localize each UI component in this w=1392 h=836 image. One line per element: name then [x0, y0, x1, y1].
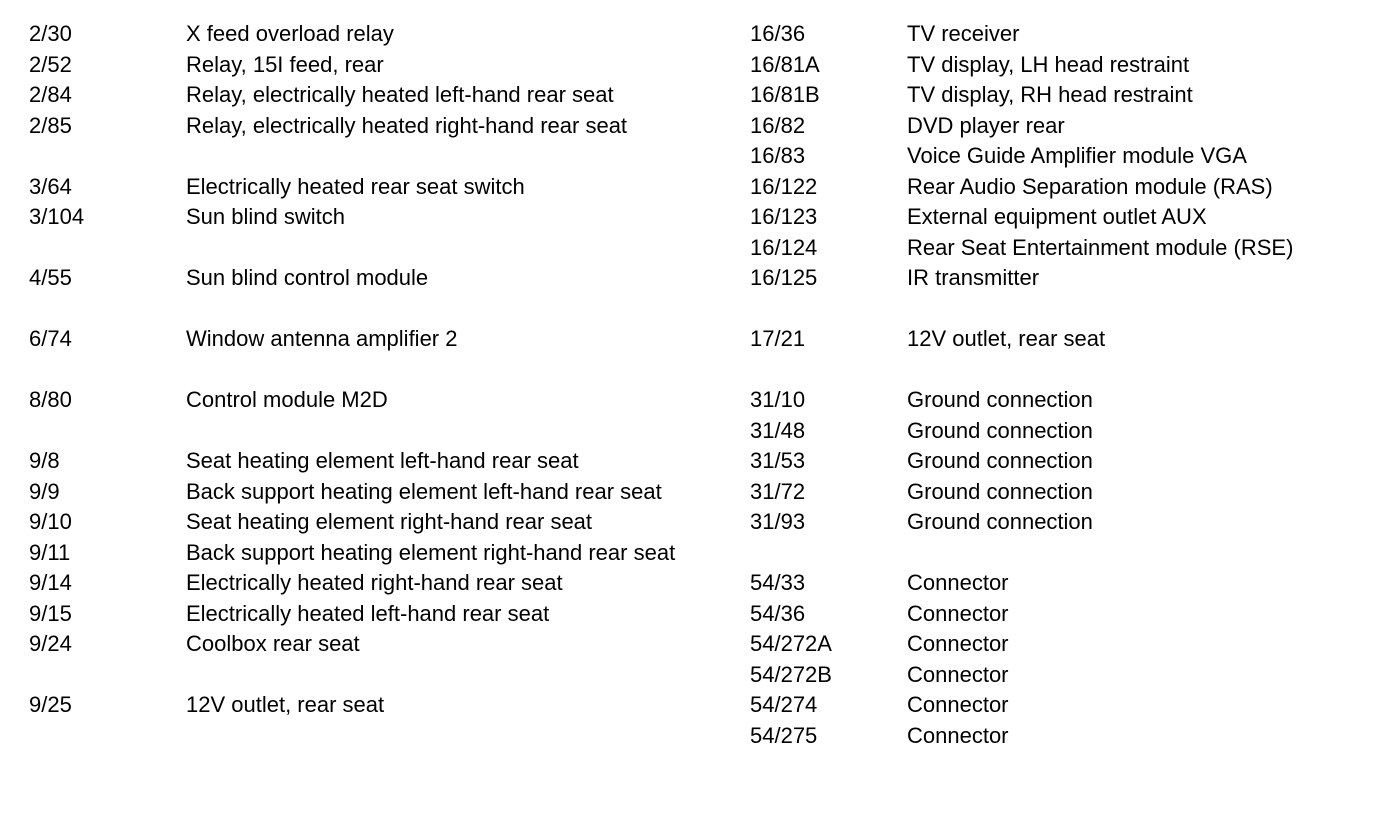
legend-entry — [750, 660, 1390, 691]
legend-entry — [750, 233, 1390, 264]
component-code: 9/14 — [29, 570, 72, 595]
legend-entry — [750, 416, 1390, 447]
component-code: 2/30 — [29, 21, 72, 46]
legend-entry — [750, 172, 1390, 203]
component-code: 6/74 — [29, 326, 72, 351]
legend-entry — [750, 263, 1390, 294]
component-code: 16/36 — [750, 21, 806, 46]
legend-spacer — [29, 660, 709, 691]
component-code: 16/82 — [750, 112, 806, 138]
component-code: 2/52 — [29, 51, 72, 77]
legend-entry — [750, 80, 1390, 111]
legend-entry — [750, 141, 1390, 172]
component-description: Window antenna amplifier 2 — [186, 326, 458, 351]
component-code: 16/125 — [750, 265, 818, 290]
component-code: 54/274 — [750, 692, 818, 717]
left-legend-column — [29, 19, 709, 721]
component-code: 31/53 — [750, 448, 806, 473]
component-description: 12V outlet, rear seat — [907, 326, 1106, 351]
component-code: 9/15 — [29, 600, 72, 626]
component-description: Ground connection — [907, 478, 1093, 504]
legend-entry — [29, 477, 709, 508]
legend-spacer — [29, 294, 709, 325]
component-code: 9/24 — [29, 631, 72, 656]
component-description: Sun blind control module — [186, 265, 429, 290]
component-description: Rear Seat Entertainment module (RSE) — [907, 234, 1294, 260]
legend-entry — [750, 599, 1390, 630]
component-description: IR transmitter — [907, 265, 1040, 290]
component-description: Relay, electrically heated left-hand rear seat — [186, 82, 614, 107]
component-description: TV display, RH head restraint — [907, 82, 1193, 107]
component-description: Electrically heated left-hand rear seat — [186, 600, 550, 626]
legend-entry — [750, 50, 1390, 81]
legend-entry — [29, 568, 709, 599]
legend-entry — [29, 690, 709, 721]
component-code: 2/84 — [29, 82, 72, 107]
legend-spacer — [29, 355, 709, 386]
component-code: 9/11 — [29, 539, 71, 565]
component-description: Connector — [907, 570, 1009, 595]
component-description: Relay, electrically heated right-hand rear seat — [186, 112, 628, 138]
legend-spacer — [29, 416, 709, 447]
component-description: Back support heating element left-hand rear seat — [186, 478, 662, 504]
legend-entry — [29, 324, 709, 355]
legend-entry — [750, 690, 1390, 721]
legend-entry — [29, 50, 709, 81]
component-description: Back support heating element right-hand rear seat — [186, 539, 676, 565]
component-code: 2/85 — [29, 112, 72, 138]
legend-spacer — [29, 233, 709, 264]
component-code: 16/123 — [750, 204, 818, 229]
component-description: Rear Audio Separation module (RAS) — [907, 173, 1273, 199]
legend-entry — [750, 385, 1390, 416]
component-description: Connector — [907, 661, 1009, 687]
legend-entry — [29, 80, 709, 111]
legend-entry — [750, 477, 1390, 508]
component-description: Seat heating element right-hand rear seat — [186, 509, 593, 534]
component-code: 17/21 — [750, 326, 806, 351]
component-code: 31/72 — [750, 478, 806, 504]
component-description: Control module M2D — [186, 387, 388, 412]
legend-spacer — [750, 355, 1390, 386]
component-description: Electrically heated rear seat switch — [186, 173, 525, 199]
component-code: 4/55 — [29, 265, 72, 290]
legend-entry — [29, 111, 709, 142]
component-description: External equipment outlet AUX — [907, 204, 1207, 229]
legend-entry — [750, 19, 1390, 50]
component-description: Voice Guide Amplifier module VGA — [907, 143, 1247, 168]
component-code: 16/122 — [750, 173, 818, 199]
legend-entry — [29, 507, 709, 538]
legend-spacer — [750, 294, 1390, 325]
component-code: 16/83 — [750, 143, 806, 168]
component-description: Ground connection — [907, 417, 1093, 443]
component-code: 3/104 — [29, 204, 85, 229]
component-description: Ground connection — [907, 509, 1093, 534]
component-code: 54/33 — [750, 570, 806, 595]
component-code: 16/81A — [750, 51, 820, 77]
component-code: 54/272A — [750, 631, 832, 656]
legend-spacer — [750, 538, 1390, 569]
component-description: Relay, 15I feed, rear — [186, 51, 384, 77]
component-code: 16/124 — [750, 234, 818, 260]
component-code: 8/80 — [29, 387, 72, 412]
right-legend-column — [750, 19, 1390, 751]
component-code: 31/48 — [750, 417, 806, 443]
legend-entry — [29, 172, 709, 203]
component-description: Sun blind switch — [186, 204, 345, 229]
component-code: 9/25 — [29, 692, 72, 717]
legend-entry — [750, 202, 1390, 233]
component-description: Ground connection — [907, 448, 1093, 473]
component-description: X feed overload relay — [186, 21, 394, 46]
legend-entry — [29, 19, 709, 50]
component-code: 54/36 — [750, 600, 806, 626]
component-description: DVD player rear — [907, 112, 1065, 138]
component-code: 9/8 — [29, 448, 60, 473]
legend-entry — [29, 629, 709, 660]
component-description: Electrically heated right-hand rear seat — [186, 570, 563, 595]
legend-entry — [29, 385, 709, 416]
legend-spacer — [29, 141, 709, 172]
component-description: TV display, LH head restraint — [907, 51, 1190, 77]
component-description: TV receiver — [907, 21, 1020, 46]
component-description: Seat heating element left-hand rear seat — [186, 448, 579, 473]
component-description: Connector — [907, 631, 1009, 656]
component-description: Connector — [907, 692, 1009, 717]
component-code: 54/272B — [750, 661, 832, 687]
legend-entry — [750, 446, 1390, 477]
legend-entry — [29, 538, 709, 569]
component-code: 9/10 — [29, 509, 72, 534]
component-description: 12V outlet, rear seat — [186, 692, 385, 717]
component-code: 31/10 — [750, 387, 806, 412]
component-description: Connector — [907, 722, 1009, 748]
component-code: 31/93 — [750, 509, 806, 534]
legend-entry — [29, 446, 709, 477]
component-description: Ground connection — [907, 387, 1093, 412]
component-code: 16/81B — [750, 82, 820, 107]
component-description: Coolbox rear seat — [186, 631, 360, 656]
legend-entry — [29, 599, 709, 630]
component-code: 54/275 — [750, 722, 818, 748]
legend-entry — [750, 507, 1390, 538]
legend-entry — [750, 568, 1390, 599]
legend-entry — [750, 111, 1390, 142]
legend-entry — [750, 629, 1390, 660]
component-code: 3/64 — [29, 173, 72, 199]
legend-entry — [29, 202, 709, 233]
legend-entry — [750, 324, 1390, 355]
component-code: 9/9 — [29, 478, 60, 504]
legend-entry — [29, 263, 709, 294]
component-description: Connector — [907, 600, 1009, 626]
legend-entry — [750, 721, 1390, 752]
